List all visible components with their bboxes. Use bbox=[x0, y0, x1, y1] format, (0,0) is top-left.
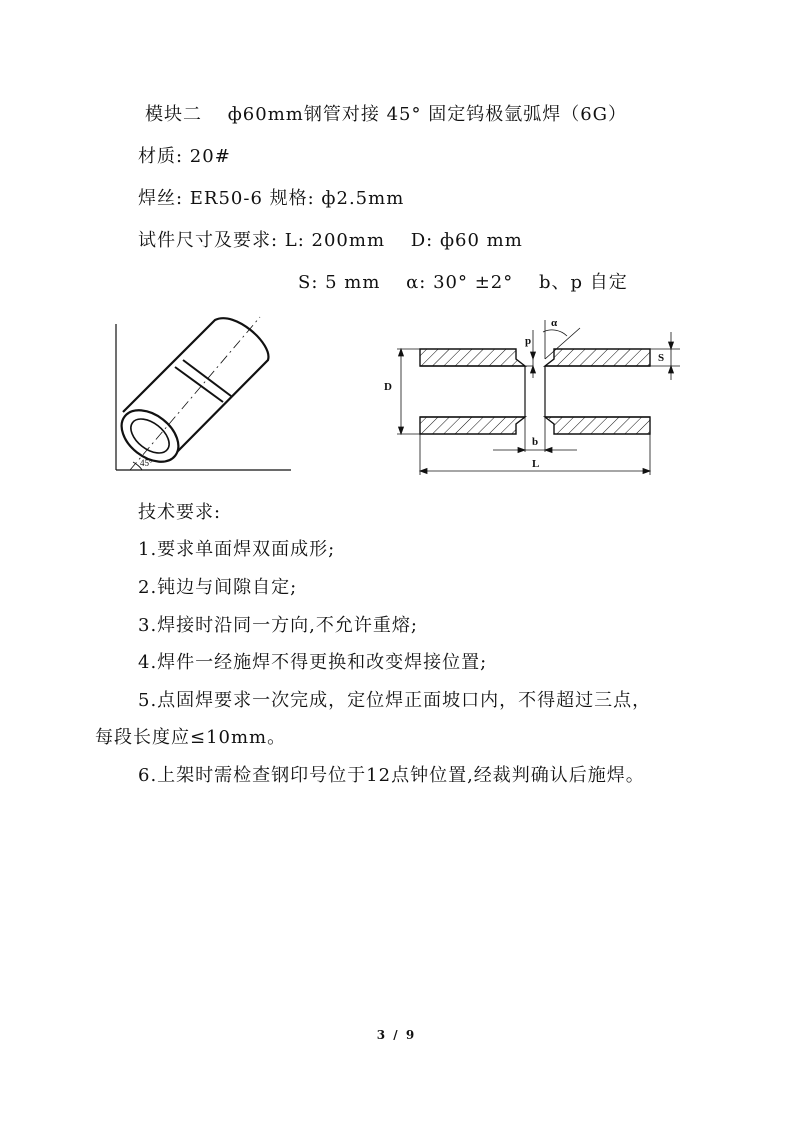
page-title: 模块二 ф60mm钢管对接 45° 固定钨极氩弧焊（6G） bbox=[145, 104, 628, 125]
left-pipe-top-wall bbox=[420, 349, 525, 366]
material-line: 材质: 20# bbox=[138, 146, 231, 167]
tech-item-5: 5.点固焊要求一次完成，定位焊正面坡口内，不得超过三点， bbox=[138, 690, 652, 711]
page-number: 3 / 9 bbox=[376, 1028, 417, 1042]
joint-section-figure bbox=[375, 310, 685, 482]
alpha-arc bbox=[543, 330, 567, 336]
tech-item-1: 1.要求单面焊双面成形; bbox=[138, 539, 336, 560]
tech-item-5-cont: 每段长度应≤10mm。 bbox=[95, 727, 287, 748]
specimen-line: 试件尺寸及要求: L: 200mm D: ф60 mm bbox=[138, 230, 523, 251]
pipe-isometric-figure bbox=[105, 312, 300, 477]
angle-label: 45° bbox=[140, 458, 153, 468]
tech-item-2: 2.钝边与间隙自定; bbox=[138, 577, 298, 598]
tech-item-3: 3.焊接时沿同一方向,不允许重熔; bbox=[138, 615, 418, 636]
pipe-body bbox=[123, 318, 268, 452]
wire-line: 焊丝: ER50-6 规格: ф2.5mm bbox=[138, 188, 405, 209]
right-pipe-top-wall bbox=[545, 349, 650, 366]
right-pipe-bottom-wall bbox=[545, 417, 650, 434]
tech-heading: 技术要求: bbox=[138, 502, 222, 523]
l-label: L bbox=[532, 458, 540, 470]
alpha-label: α bbox=[551, 317, 558, 329]
specimen-line-2: S: 5 mm α: 30° ±2° b、p 自定 bbox=[298, 272, 628, 293]
p-label: p bbox=[525, 335, 532, 347]
b-label: b bbox=[532, 436, 539, 448]
tech-item-6: 6.上架时需检查钢印号位于12点钟位置,经裁判确认后施焊。 bbox=[138, 765, 645, 786]
left-pipe-bottom-wall bbox=[420, 417, 525, 434]
d-label: D bbox=[384, 381, 392, 393]
tech-item-4: 4.焊件一经施焊不得更换和改变焊接位置; bbox=[138, 652, 488, 673]
pipe-end-inner bbox=[125, 412, 176, 460]
s-label: S bbox=[658, 352, 665, 364]
